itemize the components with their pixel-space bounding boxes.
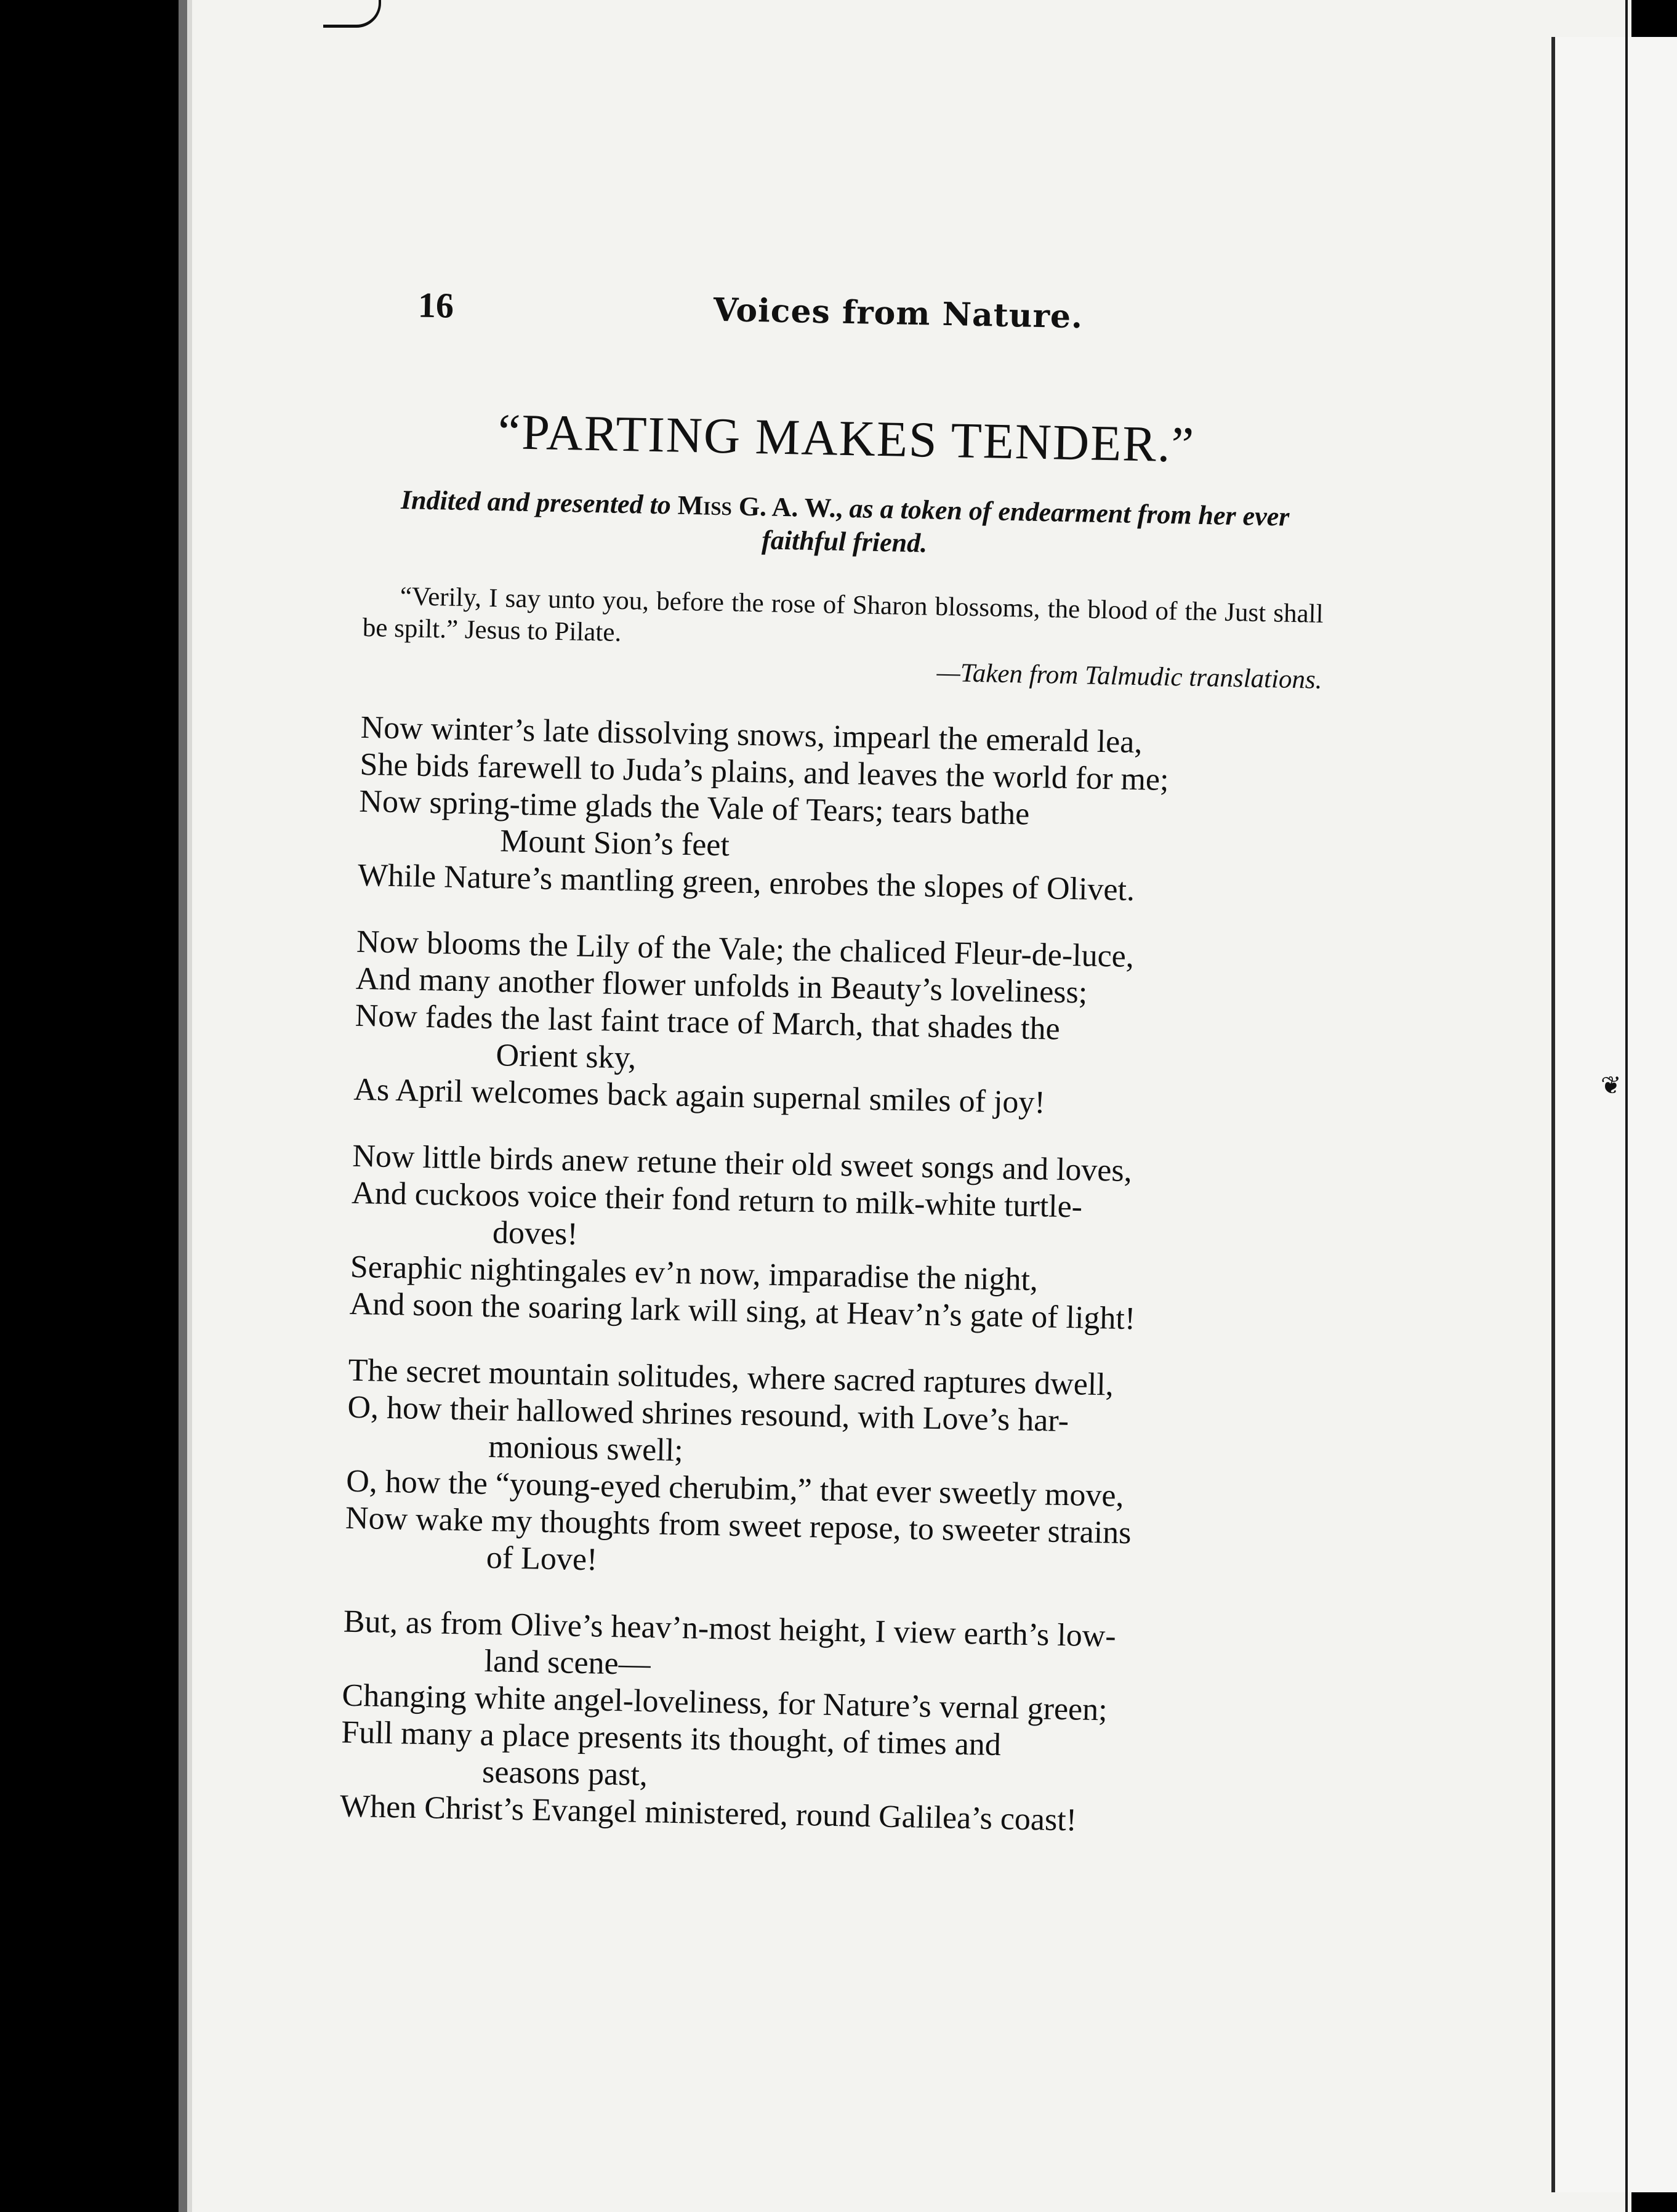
right-page-edge xyxy=(1551,37,1677,2192)
verse-line: Now spring-time glads the Vale of Tears; tears bathe xyxy=(358,783,1030,832)
verse-line: Changing white angel-loveliness, for Nature’s vernal green; xyxy=(342,1677,1108,1728)
edge-ornament-icon: ❦ xyxy=(1601,1072,1622,1100)
verse-line: O, how the “young-eyed cherubim,” that ever sweetly move, xyxy=(345,1463,1125,1514)
verse-line-continuation: Mount Sion’s feet xyxy=(499,823,730,863)
stanza xyxy=(340,1604,1305,1844)
poem-body xyxy=(340,709,1321,1844)
poem-title: “PARTING MAKES TENDER.” xyxy=(497,403,1196,473)
epigraph-quote: “Verily, I say unto you, before the rose of Sharon blossoms, the blood of the Just shall be spilt.” Jesus to Pilate. xyxy=(362,582,1324,647)
verse-line: And cuckoos voice their fond return to milk-white turtle- xyxy=(351,1175,1083,1225)
verse-line: Now winter’s late dissolving snows, impearl the emerald lea, xyxy=(360,709,1143,761)
verse-line: Full many a place presents its thought, of times and xyxy=(340,1714,1002,1763)
verse-line: Now wake my thoughts from sweet repose, to sweeter strains xyxy=(345,1500,1132,1551)
verse-line-continuation: land scene— xyxy=(484,1644,651,1682)
verse-line: The secret mountain solitudes, where sacred raptures dwell, xyxy=(348,1352,1114,1403)
verse-line: And soon the soaring lark will sing, at Heav’n’s gate of light! xyxy=(349,1286,1136,1337)
dedication xyxy=(364,483,1325,568)
dedication-name: Miss G. A. W., xyxy=(677,490,843,523)
dedication-prefix: Indited and presented to xyxy=(400,485,672,520)
verse-line: As April welcomes back again supernal smiles of joy! xyxy=(353,1072,1046,1121)
verse-line: Now little birds anew retune their old sweet songs and loves, xyxy=(352,1138,1133,1189)
verse-line: When Christ’s Evangel ministered, round Galilea’s coast! xyxy=(339,1788,1077,1838)
stanza xyxy=(358,709,1321,913)
running-title: Voices from Nature. xyxy=(713,291,1084,336)
verse-line: Now fades the last faint trace of March, that shades the xyxy=(355,998,1061,1047)
verse-line-continuation: of Love! xyxy=(486,1540,598,1578)
stanza xyxy=(353,924,1317,1127)
verse-line: While Nature’s mantling green, enrobes the slopes of Olivet. xyxy=(357,857,1135,908)
verse-line-continuation: monious swell; xyxy=(488,1429,684,1469)
verse-line: And many another flower unfolds in Beauty’s loveliness; xyxy=(355,961,1088,1011)
gutter-shadow xyxy=(1625,0,1628,2212)
stanza xyxy=(344,1352,1309,1592)
verse-line-continuation: doves! xyxy=(492,1215,579,1252)
stanza xyxy=(349,1138,1313,1341)
page-number: 16 xyxy=(417,285,454,326)
verse-line: She bids farewell to Juda’s plains, and leaves the world for me; xyxy=(360,746,1170,798)
page-content xyxy=(340,271,1330,1843)
epigraph-source: —Taken from Talmudic translations. xyxy=(936,658,1322,695)
verse-line-continuation: Orient sky, xyxy=(496,1038,637,1076)
verse-line: Now blooms the Lily of the Vale; the chaliced Fleur-de-luce, xyxy=(356,924,1135,975)
dedication-suffix: as a token of endearment from her ever faithful friend. xyxy=(761,493,1290,559)
verse-line: O, how their hallowed shrines resound, with Love’s har- xyxy=(347,1389,1069,1439)
verse-line-continuation: seasons past, xyxy=(481,1754,648,1793)
verse-line: Seraphic nightingales ev’n now, imparadise the night, xyxy=(350,1249,1039,1298)
verse-line: But, as from Olive’s heav’n-most height, I view earth’s low- xyxy=(343,1604,1117,1654)
